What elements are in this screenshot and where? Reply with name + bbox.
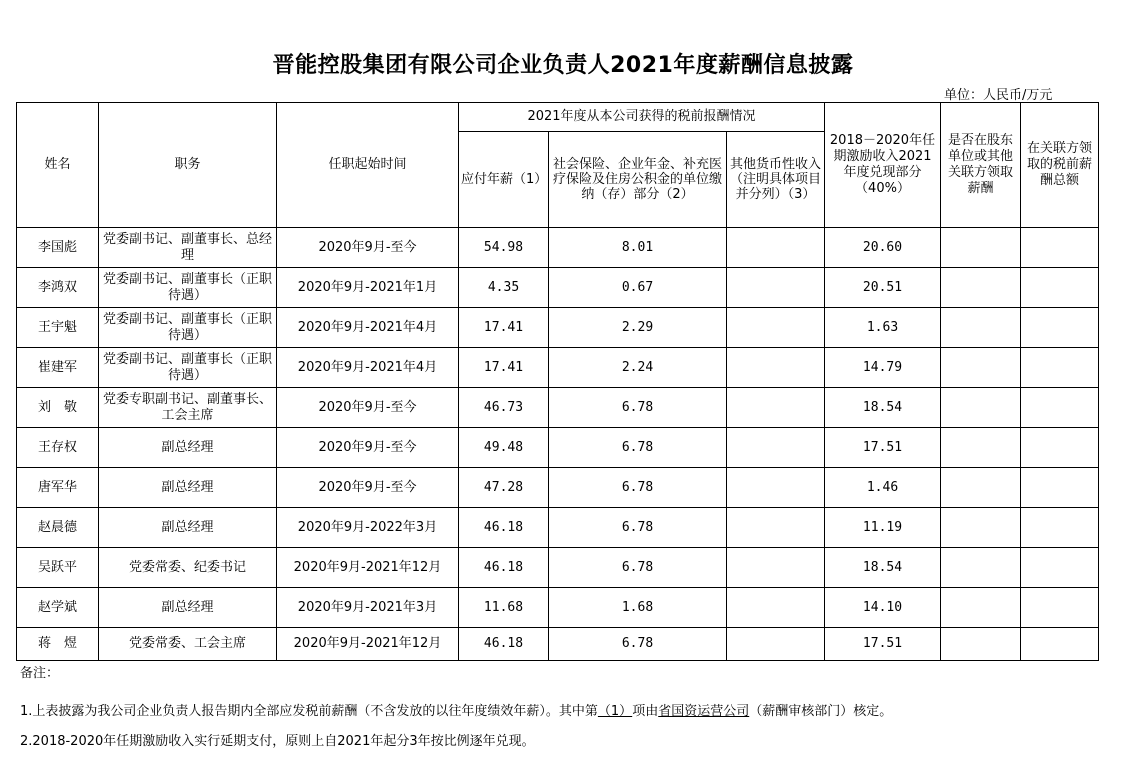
cell-incentive: 18.54 [825, 388, 941, 428]
cell-other [727, 508, 825, 548]
cell-other [727, 548, 825, 588]
cell-related-flag [941, 468, 1021, 508]
cell-term: 2020年9月-至今 [277, 468, 459, 508]
cell-incentive: 18.54 [825, 548, 941, 588]
cell-related-flag [941, 228, 1021, 268]
cell-related-flag [941, 348, 1021, 388]
cell-related-total [1021, 508, 1099, 548]
cell-salary: 11.68 [459, 588, 549, 628]
table-row [17, 388, 1099, 428]
table-row [17, 628, 1099, 661]
cell-term: 2020年9月-2021年1月 [277, 268, 459, 308]
cell-related-flag [941, 388, 1021, 428]
cell-salary: 49.48 [459, 428, 549, 468]
unit-label: 单位：人民币/万元 [944, 88, 1053, 103]
cell-related-total [1021, 308, 1099, 348]
cell-social: 6.78 [549, 468, 727, 508]
cell-related-flag [941, 548, 1021, 588]
cell-related-flag [941, 268, 1021, 308]
cell-name: 刘 敬 [17, 388, 99, 428]
cell-term: 2020年9月-2021年12月 [277, 628, 459, 661]
cell-salary: 46.18 [459, 628, 549, 661]
cell-other [727, 308, 825, 348]
cell-name: 吴跃平 [17, 548, 99, 588]
cell-incentive: 14.79 [825, 348, 941, 388]
cell-related-flag [941, 308, 1021, 348]
note-1-item: （1） [597, 704, 633, 719]
cell-related-total [1021, 228, 1099, 268]
cell-position: 党委副书记、副董事长（正职待遇） [99, 348, 277, 388]
table-row [17, 428, 1099, 468]
cell-related-flag [941, 628, 1021, 661]
table-row [17, 468, 1099, 508]
cell-term: 2020年9月-2021年4月 [277, 308, 459, 348]
header-social: 社会保险、企业年金、补充医疗保险及住房公积金的单位缴纳（存）部分（2） [549, 132, 727, 228]
cell-name: 赵晨德 [17, 508, 99, 548]
cell-social: 6.78 [549, 548, 727, 588]
cell-other [727, 468, 825, 508]
header-term: 任职起始时间 [277, 103, 459, 228]
header-position: 职务 [99, 103, 277, 228]
header-salary: 应付年薪（1） [459, 132, 549, 228]
cell-term: 2020年9月-至今 [277, 388, 459, 428]
cell-salary: 47.28 [459, 468, 549, 508]
cell-social: 8.01 [549, 228, 727, 268]
cell-salary: 54.98 [459, 228, 549, 268]
cell-other [727, 348, 825, 388]
cell-salary: 46.73 [459, 388, 549, 428]
cell-other [727, 388, 825, 428]
cell-position: 党委副书记、副董事长（正职待遇） [99, 308, 277, 348]
cell-term: 2020年9月-2021年4月 [277, 348, 459, 388]
cell-social: 6.78 [549, 628, 727, 661]
header-incentive: 2018－2020年任期激励收入2021年度兑现部分（40%） [825, 103, 941, 228]
salary-table [16, 102, 1099, 661]
cell-term: 2020年9月-至今 [277, 228, 459, 268]
cell-related-total [1021, 468, 1099, 508]
cell-term: 2020年9月-2021年12月 [277, 548, 459, 588]
note-1-authority: 省国资运营公司 [658, 704, 750, 719]
page-title: 晋能控股集团有限公司企业负责人2021年度薪酬信息披露 [272, 53, 854, 78]
cell-other [727, 428, 825, 468]
cell-social: 0.67 [549, 268, 727, 308]
cell-social: 1.68 [549, 588, 727, 628]
cell-salary: 17.41 [459, 348, 549, 388]
cell-incentive: 11.19 [825, 508, 941, 548]
header-related-flag: 是否在股东单位或其他关联方领取薪酬 [941, 103, 1021, 228]
cell-name: 赵学斌 [17, 588, 99, 628]
cell-social: 6.78 [549, 388, 727, 428]
cell-incentive: 17.51 [825, 428, 941, 468]
cell-social: 2.24 [549, 348, 727, 388]
cell-name: 王存权 [17, 428, 99, 468]
table-row [17, 548, 1099, 588]
cell-position: 党委副书记、副董事长（正职待遇） [99, 268, 277, 308]
cell-related-flag [941, 508, 1021, 548]
cell-other [727, 268, 825, 308]
cell-other [727, 588, 825, 628]
notes-label: 备注： [20, 666, 60, 681]
table-row [17, 308, 1099, 348]
cell-name: 王宇魁 [17, 308, 99, 348]
cell-term: 2020年9月-2022年3月 [277, 508, 459, 548]
note-1-text-a: 1.上表披露为我公司企业负责人报告期内全部应发税前薪酬（不含发放的以往年度绩效年薪）。其中第 [20, 704, 598, 719]
cell-position: 党委常委、工会主席 [99, 628, 277, 661]
table-row [17, 268, 1099, 308]
table-row [17, 348, 1099, 388]
cell-incentive: 1.46 [825, 468, 941, 508]
table-row [17, 508, 1099, 548]
cell-social: 6.78 [549, 428, 727, 468]
cell-name: 李国彪 [17, 228, 99, 268]
cell-salary: 46.18 [459, 548, 549, 588]
cell-position: 党委常委、纪委书记 [99, 548, 277, 588]
cell-name: 蒋 煜 [17, 628, 99, 661]
cell-related-flag [941, 428, 1021, 468]
cell-position: 党委副书记、副董事长、总经理 [99, 228, 277, 268]
cell-incentive: 17.51 [825, 628, 941, 661]
note-1-text-c: 项由 [632, 704, 659, 719]
cell-related-total [1021, 548, 1099, 588]
note-1 [20, 700, 892, 719]
cell-salary: 17.41 [459, 308, 549, 348]
cell-related-total [1021, 268, 1099, 308]
header-related-total: 在关联方领取的税前薪酬总额 [1021, 103, 1099, 228]
cell-related-total [1021, 428, 1099, 468]
table-row [17, 588, 1099, 628]
cell-salary: 46.18 [459, 508, 549, 548]
cell-related-total [1021, 628, 1099, 661]
cell-incentive: 20.51 [825, 268, 941, 308]
cell-related-total [1021, 388, 1099, 428]
table-body [17, 228, 1099, 661]
cell-position: 副总经理 [99, 428, 277, 468]
table-row [17, 228, 1099, 268]
cell-social: 2.29 [549, 308, 727, 348]
cell-incentive: 1.63 [825, 308, 941, 348]
cell-name: 唐军华 [17, 468, 99, 508]
cell-position: 副总经理 [99, 468, 277, 508]
cell-term: 2020年9月-至今 [277, 428, 459, 468]
note-1-text-e: （薪酬审核部门）核定。 [749, 704, 893, 719]
note-2: 2.2018-2020年任期激励收入实行延期支付，原则上自2021年起分3年按比例逐年兑现。 [20, 734, 535, 749]
cell-term: 2020年9月-2021年3月 [277, 588, 459, 628]
cell-other [727, 228, 825, 268]
cell-other [727, 628, 825, 661]
cell-incentive: 20.60 [825, 228, 941, 268]
header-name: 姓名 [17, 103, 99, 228]
header-group: 2021年度从本公司获得的税前报酬情况 [459, 103, 825, 132]
cell-position: 副总经理 [99, 508, 277, 548]
cell-incentive: 14.10 [825, 588, 941, 628]
cell-related-total [1021, 348, 1099, 388]
header-other: 其他货币性收入（注明具体项目并分列）（3） [727, 132, 825, 228]
cell-name: 崔建军 [17, 348, 99, 388]
cell-position: 副总经理 [99, 588, 277, 628]
cell-related-flag [941, 588, 1021, 628]
cell-salary: 4.35 [459, 268, 549, 308]
cell-position: 党委专职副书记、副董事长、工会主席 [99, 388, 277, 428]
cell-name: 李鸿双 [17, 268, 99, 308]
cell-social: 6.78 [549, 508, 727, 548]
cell-related-total [1021, 588, 1099, 628]
